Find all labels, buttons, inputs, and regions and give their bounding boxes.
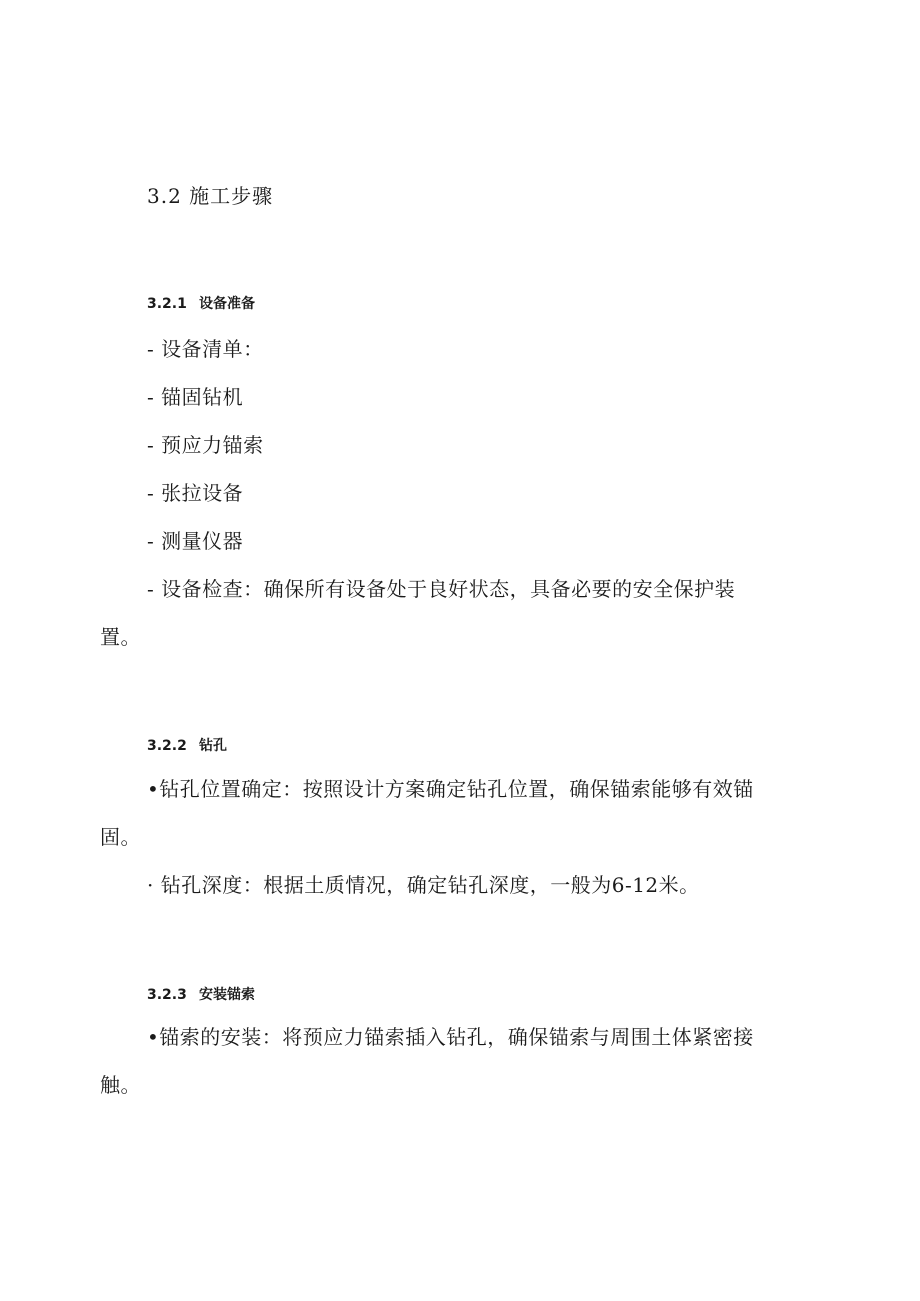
- paragraph-line: •钻孔位置确定：按照设计方案确定钻孔位置，确保锚索能够有效锚: [147, 777, 754, 801]
- list-item: - 张拉设备: [147, 481, 244, 505]
- paragraph-line: •锚索的安装：将预应力锚索插入钻孔，确保锚索与周围土体紧密接: [147, 1025, 754, 1049]
- list-item: - 测量仪器: [147, 529, 244, 553]
- subsection-title: 钻孔: [199, 738, 227, 754]
- subsection-heading-equipment: [147, 292, 255, 316]
- list-item: - 设备清单：: [147, 337, 264, 361]
- subsection-number: 3.2.3: [147, 987, 187, 1003]
- list-item: - 预应力锚索: [147, 433, 264, 457]
- paragraph-line: 触。: [100, 1073, 141, 1097]
- subsection-heading-anchor-install: [147, 983, 255, 1007]
- paragraph-line: 固。: [100, 825, 141, 849]
- subsection-number: 3.2.2: [147, 738, 187, 754]
- subsection-heading-drilling: [147, 734, 227, 758]
- paragraph-line: - 设备检查：确保所有设备处于良好状态，具备必要的安全保护装: [147, 577, 736, 601]
- subsection-number: 3.2.1: [147, 296, 187, 312]
- section-title: 3.2 施工步骤: [147, 184, 274, 208]
- list-item: - 锚固钻机: [147, 385, 244, 409]
- subsection-title: 设备准备: [199, 296, 255, 312]
- paragraph-line: · 钻孔深度：根据土质情况，确定钻孔深度，一般为6-12米。: [147, 873, 700, 897]
- subsection-title: 安装锚索: [199, 987, 255, 1003]
- paragraph-line: 置。: [100, 625, 141, 649]
